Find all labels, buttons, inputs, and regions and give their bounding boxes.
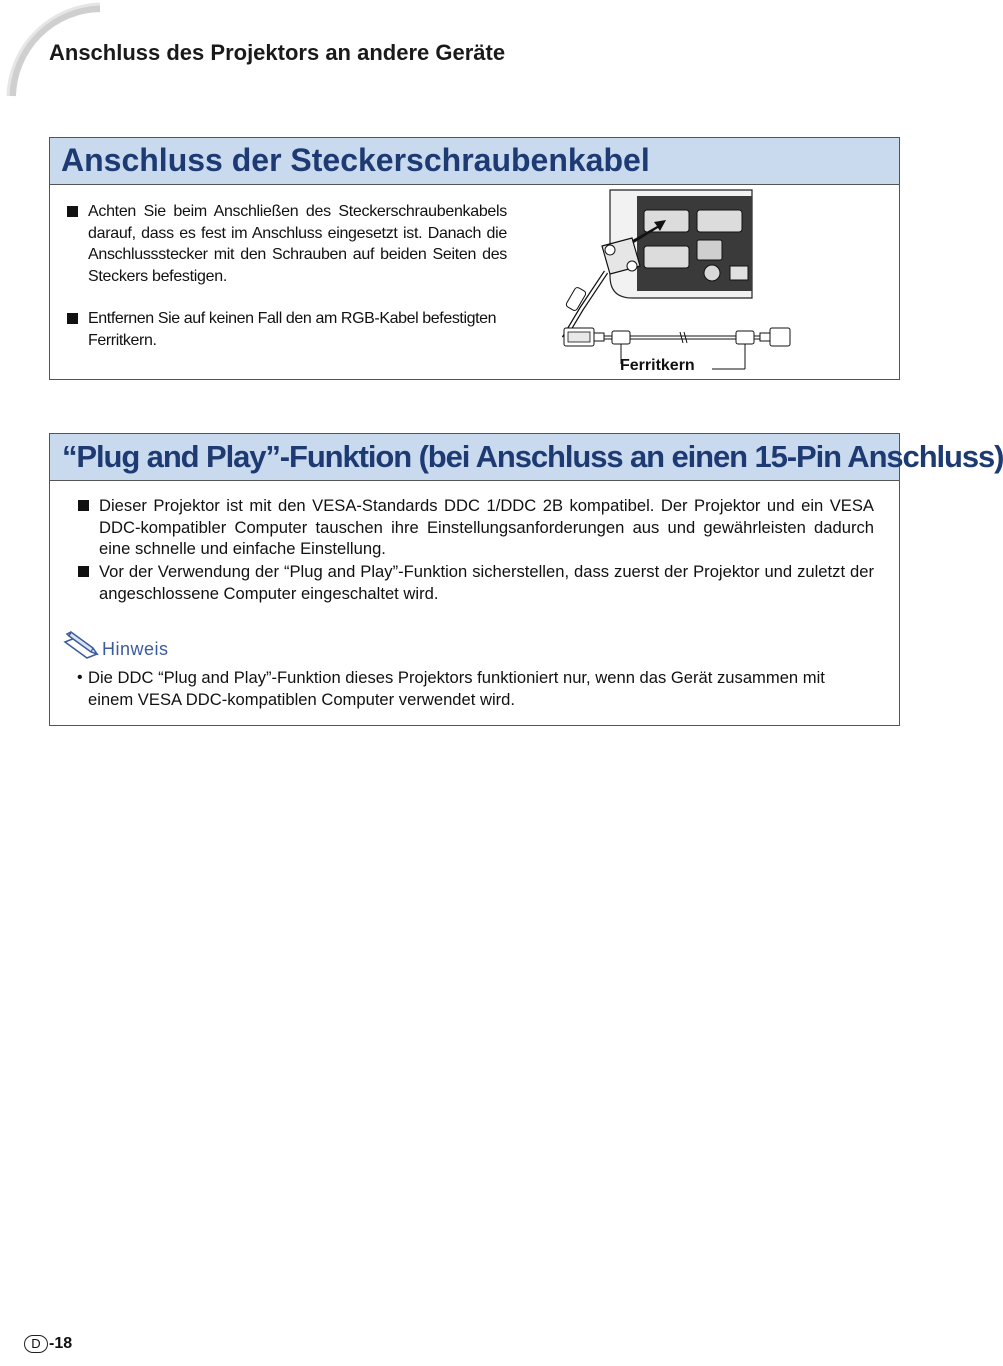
bullet-text: Vor der Verwendung der “Plug and Play”-Funktion sicherstellen, dass zuerst der Projektor und zuletzt der angeschlossene Computer eingeschaltet wird.	[99, 562, 874, 603]
section-title: Anschluss der Steckerschraubenkabel	[50, 138, 899, 185]
note-heading-label: Hinweis	[102, 638, 169, 659]
list-item	[78, 561, 878, 604]
section-plug-and-play	[49, 433, 1003, 726]
list-item	[67, 308, 507, 351]
bullet-dot-icon: •	[77, 669, 83, 686]
bullet-text: Entfernen Sie auf keinen Fall den am RGB-Kabel befestigten Ferritkern.	[88, 310, 497, 349]
note-heading	[63, 630, 169, 662]
note-item	[77, 667, 877, 710]
square-bullet-icon	[67, 206, 78, 217]
square-bullet-icon	[78, 500, 89, 511]
bullet-text: Dieser Projektor ist mit den VESA-Standards DDC 1/DDC 2B kompatibel. Der Projektor und ein VESA DDC-kompatibler Computer tauschen ihre Einstellungsanforderungen aus und gewährleisten dadurch eine schnelle und einfache Einstellung.	[99, 496, 874, 559]
square-bullet-icon	[67, 313, 78, 324]
page-number	[24, 1335, 72, 1353]
page-number-text: -18	[49, 1335, 73, 1352]
square-bullet-icon	[78, 566, 89, 577]
page-header: Anschluss des Projektors an andere Geräte	[49, 40, 506, 65]
note-text: Die DDC “Plug and Play”-Funktion dieses Projektors funktioniert nur, wenn das Gerät zusammen mit einem VESA DDC-kompatiblen Computer verwendet wird.	[88, 668, 825, 709]
pencil-note-icon	[63, 630, 101, 662]
section-cable-connection	[49, 137, 900, 380]
section-title: “Plug and Play”-Funktion (bei Anschluss an einen 15-Pin Anschluss)	[50, 434, 899, 481]
list-item	[67, 201, 507, 287]
cable-connection-illustration	[562, 188, 792, 383]
ferrite-core-label: Ferritkern	[620, 357, 695, 374]
list-item	[78, 495, 878, 560]
region-letter-badge: D	[24, 1335, 48, 1353]
bullet-text: Achten Sie beim Anschließen des Steckerschraubenkabels darauf, dass es fest im Anschluss eingesetzt ist. Danach die Anschlussstecker mit den Schrauben auf beiden Seiten des Steckers befestigen.	[88, 203, 507, 285]
